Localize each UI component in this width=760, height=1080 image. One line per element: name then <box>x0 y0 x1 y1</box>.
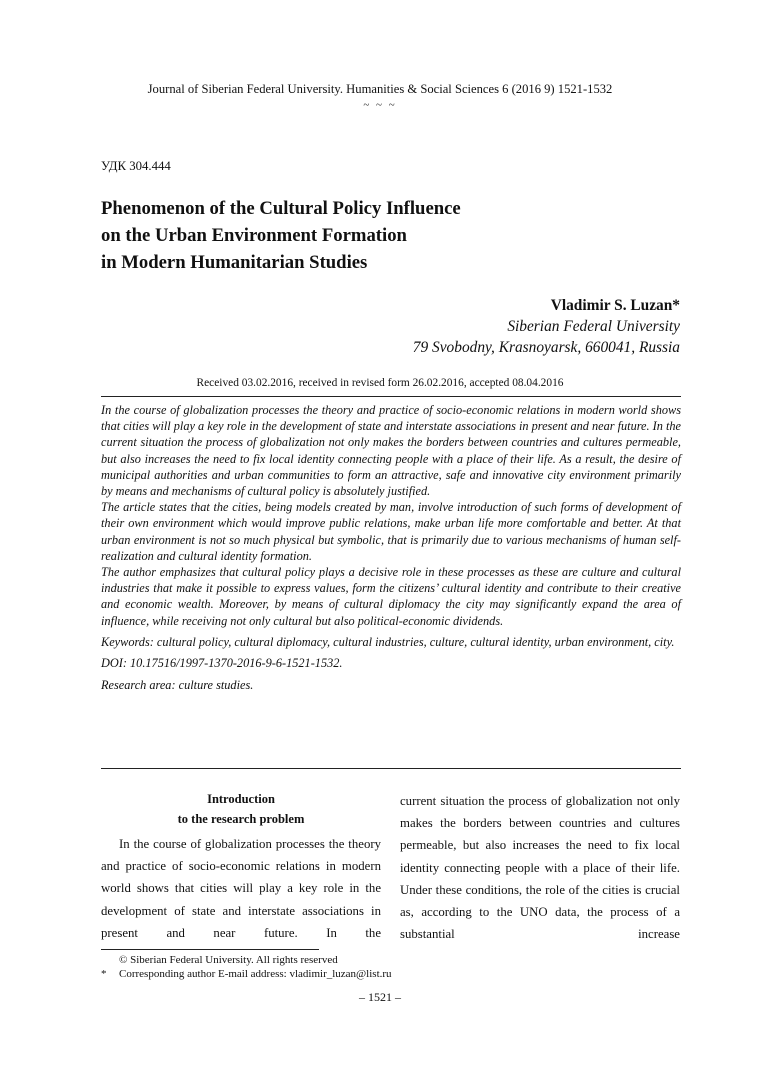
journal-header: Journal of Siberian Federal University. Humanities & Social Sciences 6 (2016 9) 1521-1532 <box>147 82 613 96</box>
author-block <box>413 295 680 358</box>
abstract-bottom-rule <box>101 768 681 769</box>
section-heading-line-1: Introduction <box>207 792 275 806</box>
author-address: 79 Svobodny, Krasnoyarsk, 660041, Russia <box>412 339 680 356</box>
doi: DOI: 10.17516/1997-1370-2016-9-6-1521-1532. <box>101 656 343 671</box>
body-paragraph-left: In the course of globalization processes the theory and practice of socio-economic relations in modern world shows that cities will play a key role in the development of state and interstate associations in present and near future. In the <box>101 837 381 940</box>
article-title <box>101 195 661 276</box>
footnote-mark: * <box>101 968 107 980</box>
body-left-column <box>101 790 381 944</box>
received-dates: Received 03.02.2016, received in revised form 26.02.2016, accepted 08.04.2016 <box>196 377 564 389</box>
section-heading-line-2: to the research problem <box>177 811 305 826</box>
title-line-3: in Modern Humanitarian Studies <box>101 252 368 273</box>
body-right-column <box>400 790 680 945</box>
header-ornament: ~ ~ ~ <box>363 99 397 111</box>
page-number: – 1521 – <box>359 990 401 1004</box>
footnote-rule <box>101 949 319 950</box>
corresponding-author-note: * Corresponding author E-mail address: vladimir_luzan@list.ru <box>101 968 392 980</box>
section-heading <box>101 790 381 829</box>
abstract-paragraph-3: The author emphasizes that cultural policy plays a decisive role in these processes as these are culture and cultural industries that make it possible to express values, form the citizens’ cultural identity and contribute to their creative and economic wealth. Moreover, by means of cultural diplomacy the city may significantly expand the area of influence, while receiving not only cultural but also political-economic dividends. <box>101 565 681 628</box>
copyright-note: © Siberian Federal University. All rights reserved <box>119 954 338 966</box>
author-affiliation: Siberian Federal University <box>507 318 680 335</box>
footnotes <box>101 953 392 981</box>
body-paragraph-right: current situation the process of globalization not only makes the borders between countries and cultures permeable, but also increases the need to fix local identity connecting people with a place of their life. Under these conditions, the role of the cities is crucial as, according to the UNO data, the process of a substantial increase <box>400 794 680 942</box>
title-line-2: on the Urban Environment Formation <box>101 225 407 246</box>
abstract-paragraph-2: The article states that the cities, being models created by man, involve introduction of such forms of development of their own environment which would improve public relations, make urban life more comfortable and better. At that urban environment is not so much physical but symbolic, that is primarily due to various mechanisms of human self-realization and cultural identity formation. <box>101 500 681 563</box>
udk-code: УДК 304.444 <box>101 159 171 173</box>
research-area: Research area: culture studies. <box>101 678 254 693</box>
author-name: Vladimir S. Luzan* <box>550 297 680 314</box>
abstract-top-rule <box>101 396 681 397</box>
title-line-1: Phenomenon of the Cultural Policy Influence <box>101 198 461 219</box>
abstract <box>101 402 681 693</box>
abstract-paragraph-1: In the course of globalization processes the theory and practice of socio-economic relations in modern world shows that cities will play a key role in the development of state and interstate associations in present and near future. In the current situation the process of globalization not only makes the borders between countries and cultures permeable, but also increases the need to fix local identity connecting people with a place of their life. As a result, the desire of municipal authorities and urban communities to form an attractive, safe and innovative city environment primarily by means and mechanisms of cultural policy is absolutely justified. <box>101 403 681 499</box>
keywords: Keywords: cultural policy, cultural diplomacy, cultural industries, culture, cultural identity, urban environment, city. <box>101 634 675 649</box>
